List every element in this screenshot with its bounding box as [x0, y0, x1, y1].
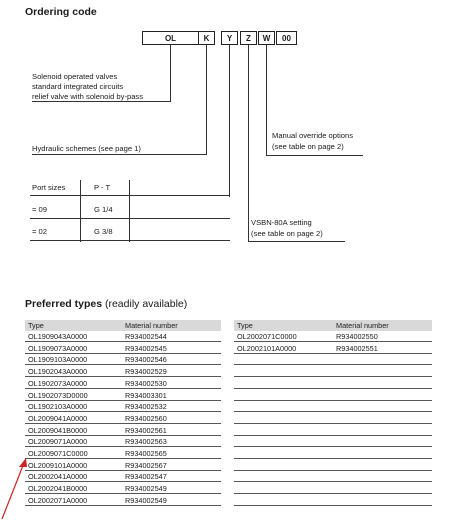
manual-override-title: Manual override options: [272, 131, 354, 140]
table-row: [234, 495, 432, 506]
type-cell: OL2002041B0000: [28, 484, 88, 494]
manual-override-underline: [266, 155, 363, 156]
table-row: [234, 460, 432, 471]
material-cell: R934003301: [125, 390, 167, 400]
type-cell: OL2009101A0000: [28, 460, 88, 470]
material-cell: R934002544: [125, 332, 167, 341]
right-header-type: Type: [237, 321, 253, 330]
type-cell: OL1909073A0000: [28, 343, 88, 353]
table-row: [25, 425, 221, 436]
table-row: [234, 413, 432, 424]
code-box-w: W: [258, 31, 275, 45]
table-row: [234, 390, 432, 401]
material-cell: R934002545: [125, 343, 167, 353]
material-cell: R934002530: [125, 378, 167, 388]
table-row: [25, 354, 221, 365]
type-cell: OL2009071A0000: [28, 437, 88, 447]
hydraulic-schemes-label: [32, 144, 141, 154]
right-header-material: Material number: [336, 321, 389, 330]
preferred-types-title: [25, 298, 187, 310]
table-row: [234, 471, 432, 482]
table-row: [234, 448, 432, 459]
vsbn-title: VSBN-80A setting: [251, 218, 312, 227]
port-row-1-underline: [30, 218, 230, 219]
table-row: [25, 460, 221, 471]
table-row: [25, 401, 221, 412]
table-row: [25, 366, 221, 377]
table-row: [234, 483, 432, 494]
table-row: [234, 401, 432, 412]
connector-y: [229, 45, 230, 197]
vsbn-note: (see table on page 2): [251, 229, 323, 238]
right-table-header: [234, 320, 432, 331]
code-box-y: Y: [221, 31, 238, 45]
hydraulic-note: (see page 1): [98, 144, 141, 153]
port-col-divider: [80, 180, 81, 242]
connector-ol: [170, 45, 171, 101]
table-row: [234, 354, 432, 365]
code-box-ol: OL: [142, 31, 199, 45]
material-cell: R934002546: [125, 355, 167, 365]
type-cell: OL2002041A0000: [28, 472, 88, 482]
type-cell: OL1909103A0000: [28, 355, 88, 365]
ordering-code-title: Ordering code: [25, 6, 97, 18]
connector-w: [266, 45, 267, 156]
port-row-2-underline: [30, 240, 230, 241]
material-cell: R934002567: [125, 460, 167, 470]
type-cell: OL1902103A0000: [28, 402, 88, 412]
material-cell: R934002560: [125, 413, 167, 423]
table-row: [234, 366, 432, 377]
material-cell: R934002551: [336, 343, 378, 353]
material-cell: R934002549: [125, 484, 167, 494]
type-cell: OL1902043A0000: [28, 367, 88, 377]
valve-desc-line2: standard integrated circuits: [32, 82, 124, 91]
type-cell: OL2009041A0000: [28, 413, 88, 423]
material-cell: R934002549: [125, 495, 167, 505]
type-cell: OL2009071C0000: [28, 449, 88, 458]
table-row: [25, 343, 221, 354]
port-sizes-header: Port sizes: [32, 183, 66, 192]
connector-z: [248, 45, 249, 241]
code-box-k: K: [198, 31, 215, 45]
code-box-00: 00: [276, 31, 297, 45]
table-row: [234, 331, 432, 342]
table-row: [234, 425, 432, 436]
preferred-subtitle: (readily available): [104, 298, 188, 310]
table-row: [25, 413, 221, 424]
valve-desc-underline: [32, 101, 171, 102]
type-cell: OL2002101A0000: [237, 343, 297, 353]
table-row: [25, 378, 221, 389]
valve-desc-line3: relief valve with solenoid by-pass: [32, 92, 144, 101]
valve-desc-line1: Solenoid operated valves: [32, 72, 118, 81]
material-cell: R934002563: [125, 437, 167, 447]
annotation-arrow-icon: [0, 455, 30, 521]
table-row: [25, 390, 221, 401]
material-cell: R934002532: [125, 402, 167, 412]
table-row: [234, 343, 432, 354]
hydraulic-underline: [32, 154, 207, 155]
table-row: [25, 331, 221, 342]
code-box-z: Z: [240, 31, 257, 45]
material-cell: R934002547: [125, 472, 167, 482]
preferred-title-text: Preferred types: [25, 298, 103, 310]
type-cell: OL1902073A0000: [28, 378, 88, 388]
type-cell: OL2009041B0000: [28, 425, 88, 435]
material-cell: R934002565: [125, 449, 167, 458]
type-cell: OL1902073D0000: [28, 390, 88, 400]
left-table-header: [25, 320, 221, 331]
table-row: [25, 471, 221, 482]
port-row-1-thread: G 1/4: [94, 205, 113, 214]
material-cell: R934002550: [336, 332, 378, 341]
material-cell: R934002561: [125, 425, 167, 435]
hydraulic-text: Hydraulic schemes: [32, 144, 97, 153]
port-header-underline: [30, 195, 230, 196]
port-col-divider-2: [129, 180, 130, 242]
port-row-2-thread: G 3/8: [94, 227, 113, 236]
left-header-type: Type: [28, 321, 44, 330]
type-cell: OL1909043A0000: [28, 332, 88, 341]
port-pt-header: P - T: [94, 183, 111, 192]
type-cell: OL2002071C0000: [237, 332, 297, 341]
table-row: [234, 436, 432, 447]
port-row-2-size: = 02: [32, 227, 47, 236]
table-row: [25, 436, 221, 447]
manual-override-note: (see table on page 2): [272, 142, 344, 151]
left-header-material: Material number: [125, 321, 178, 330]
material-cell: R934002529: [125, 367, 167, 377]
table-row: [25, 483, 221, 494]
connector-k: [206, 45, 207, 154]
type-cell: OL2002071A0000: [28, 495, 88, 505]
table-row: [25, 495, 221, 506]
table-row: [234, 378, 432, 389]
table-row: [25, 448, 221, 459]
vsbn-underline: [248, 241, 345, 242]
port-row-1-size: = 09: [32, 205, 47, 214]
